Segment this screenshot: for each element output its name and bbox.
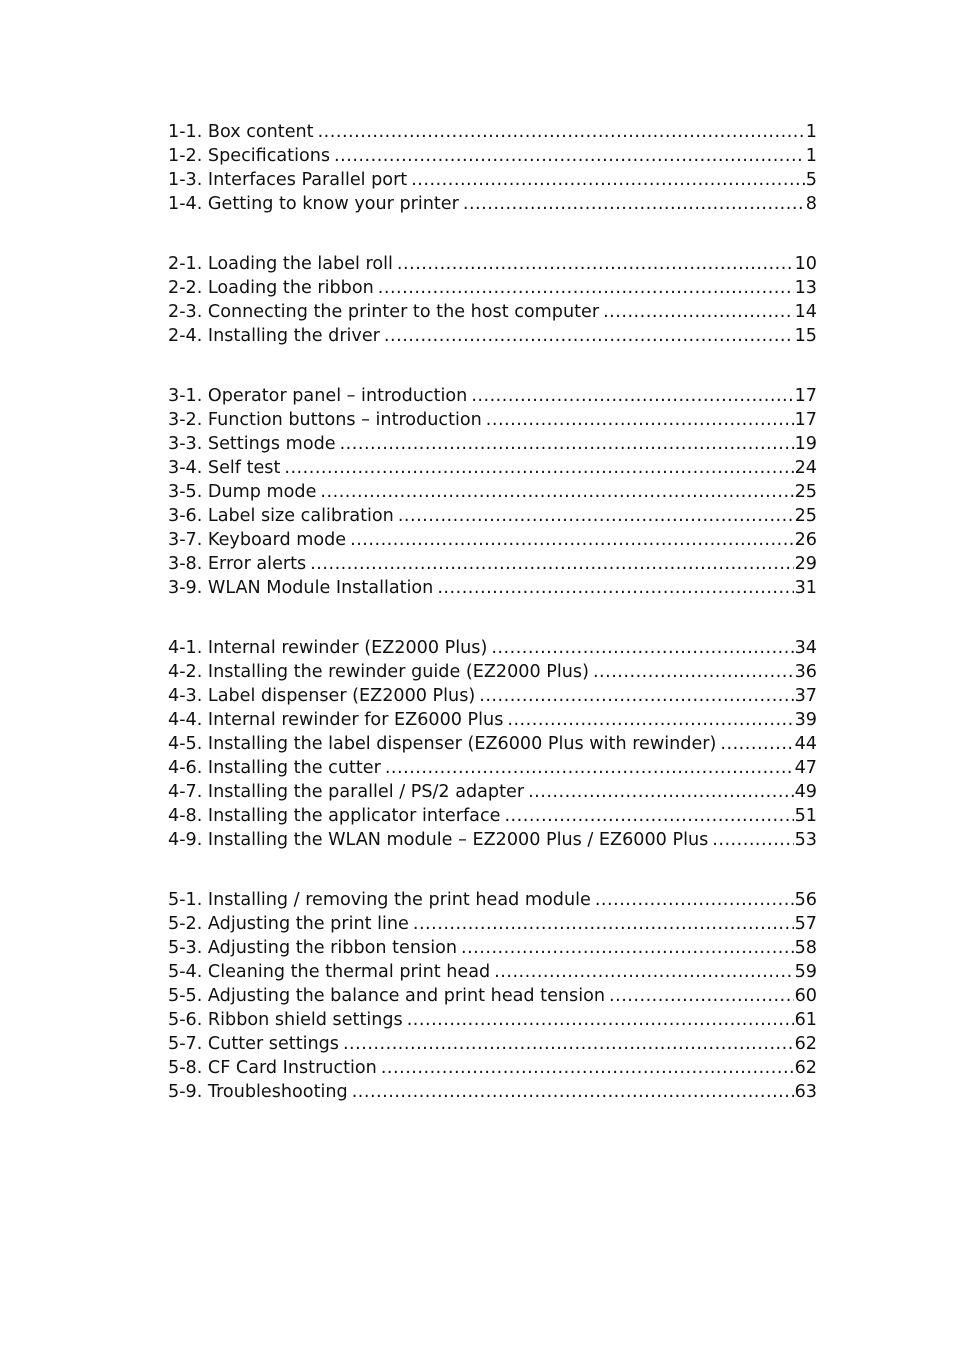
dot-leader: [491, 636, 793, 660]
toc-entry[interactable]: [168, 1032, 817, 1056]
entry-title: 4-6. Installing the cutter: [168, 758, 381, 778]
entry-title: 1-4. Getting to know your printer: [168, 194, 459, 214]
dot-leader: [486, 408, 794, 432]
entry-title: 2-4. Installing the driver: [168, 326, 380, 346]
entry-page-number: 19: [794, 434, 817, 454]
dot-leader: [350, 528, 793, 552]
toc-entry[interactable]: [168, 528, 817, 552]
entry-page-number: 34: [794, 638, 817, 658]
entry-page-number: 29: [794, 554, 817, 574]
entry-page-number: 62: [794, 1058, 817, 1078]
entry-title: 3-2. Function buttons – introduction: [168, 410, 482, 430]
entry-page-number: 10: [794, 254, 817, 274]
entry-title: 5-3. Adjusting the ribbon tension: [168, 938, 457, 958]
toc-entry[interactable]: [168, 276, 817, 300]
entry-page-number: 60: [794, 986, 817, 1006]
entry-title: 4-5. Installing the label dispenser (EZ6000 Plus with rewinder): [168, 734, 717, 754]
toc-entry[interactable]: [168, 804, 817, 828]
toc-entry[interactable]: [168, 300, 817, 324]
entry-title: 3-3. Settings mode: [168, 434, 336, 454]
entry-title: 5-7. Cutter settings: [168, 1034, 339, 1054]
toc-entry[interactable]: [168, 252, 817, 276]
toc-section-3: [168, 384, 817, 600]
entry-page-number: 1: [805, 146, 817, 166]
entry-page-number: 26: [794, 530, 817, 550]
entry-page-number: 5: [805, 170, 817, 190]
dot-leader: [609, 984, 794, 1008]
entry-title: 4-3. Label dispenser (EZ2000 Plus): [168, 686, 476, 706]
entry-title: 1-1. Box content: [168, 122, 314, 142]
dot-leader: [320, 480, 793, 504]
dot-leader: [437, 576, 793, 600]
entry-title: 4-8. Installing the applicator interface: [168, 806, 501, 826]
entry-title: 5-8. CF Card Instruction: [168, 1058, 377, 1078]
dot-leader: [720, 732, 793, 756]
toc-entry[interactable]: [168, 888, 817, 912]
dot-leader: [340, 432, 794, 456]
toc-entry[interactable]: [168, 384, 817, 408]
dot-leader: [407, 1008, 794, 1032]
entry-title: 4-2. Installing the rewinder guide (EZ2000 Plus): [168, 662, 589, 682]
toc-entry[interactable]: [168, 684, 817, 708]
toc-entry[interactable]: [168, 756, 817, 780]
toc-entry[interactable]: [168, 552, 817, 576]
dot-leader: [381, 1056, 794, 1080]
dot-leader: [284, 456, 793, 480]
entry-page-number: 47: [794, 758, 817, 778]
toc-entry[interactable]: [168, 936, 817, 960]
entry-page-number: 44: [794, 734, 817, 754]
entry-title: 5-2. Adjusting the print line: [168, 914, 409, 934]
toc-entry[interactable]: [168, 432, 817, 456]
toc-entry[interactable]: [168, 912, 817, 936]
dot-leader: [411, 168, 805, 192]
entry-page-number: 59: [794, 962, 817, 982]
entry-title: 3-6. Label size calibration: [168, 506, 394, 526]
entry-page-number: 24: [794, 458, 817, 478]
dot-leader: [595, 888, 794, 912]
entry-page-number: 1: [805, 122, 817, 142]
entry-page-number: 63: [794, 1082, 817, 1102]
entry-page-number: 57: [794, 914, 817, 934]
toc-entry[interactable]: [168, 456, 817, 480]
toc-entry[interactable]: [168, 408, 817, 432]
dot-leader: [384, 324, 794, 348]
toc-entry[interactable]: [168, 984, 817, 1008]
entry-title: 3-1. Operator panel – introduction: [168, 386, 468, 406]
toc-entry[interactable]: [168, 1056, 817, 1080]
entry-page-number: 39: [794, 710, 817, 730]
entry-page-number: 15: [794, 326, 817, 346]
dot-leader: [352, 1080, 794, 1104]
entry-title: 2-3. Connecting the printer to the host computer: [168, 302, 600, 322]
toc-entry[interactable]: [168, 960, 817, 984]
entry-title: 5-1. Installing / removing the print head module: [168, 890, 591, 910]
toc-entry[interactable]: [168, 732, 817, 756]
dot-leader: [463, 192, 805, 216]
entry-page-number: 8: [805, 194, 817, 214]
entry-page-number: 51: [794, 806, 817, 826]
toc-entry[interactable]: [168, 1080, 817, 1104]
entry-title: 2-1. Loading the label roll: [168, 254, 393, 274]
toc-section-2: [168, 252, 817, 348]
toc-section-1: [168, 120, 817, 216]
entry-title: 4-9. Installing the WLAN module – EZ2000 Plus / EZ6000 Plus: [168, 830, 709, 850]
dot-leader: [318, 120, 805, 144]
toc-section-4: [168, 636, 817, 852]
toc-entry[interactable]: [168, 576, 817, 600]
toc-entry[interactable]: [168, 120, 817, 144]
entry-title: 4-4. Internal rewinder for EZ6000 Plus: [168, 710, 504, 730]
entry-title: 2-2. Loading the ribbon: [168, 278, 374, 298]
toc-entry[interactable]: [168, 780, 817, 804]
toc-entry[interactable]: [168, 636, 817, 660]
dot-leader: [504, 804, 793, 828]
dot-leader: [528, 780, 794, 804]
dot-leader: [397, 252, 794, 276]
entry-page-number: 61: [794, 1010, 817, 1030]
entry-title: 3-5. Dump mode: [168, 482, 317, 502]
entry-page-number: 53: [794, 830, 817, 850]
toc-entry[interactable]: [168, 660, 817, 684]
entry-page-number: 36: [794, 662, 817, 682]
entry-page-number: 25: [794, 506, 817, 526]
entry-title: 5-4. Cleaning the thermal print head: [168, 962, 491, 982]
toc-entry[interactable]: [168, 504, 817, 528]
dot-leader: [593, 660, 794, 684]
dot-leader: [334, 144, 805, 168]
dot-leader: [479, 684, 793, 708]
dot-leader: [413, 912, 794, 936]
entry-title: 5-5. Adjusting the balance and print head tension: [168, 986, 606, 1006]
entry-page-number: 37: [794, 686, 817, 706]
toc-entry[interactable]: [168, 480, 817, 504]
dot-leader: [378, 276, 794, 300]
entry-page-number: 49: [794, 782, 817, 802]
dot-leader: [603, 300, 794, 324]
entry-title: 3-8. Error alerts: [168, 554, 307, 574]
entry-page-number: 13: [794, 278, 817, 298]
toc-entry[interactable]: [168, 168, 817, 192]
dot-leader: [343, 1032, 794, 1056]
table-of-contents: [168, 120, 817, 1104]
entry-title: 3-9. WLAN Module Installation: [168, 578, 434, 598]
toc-entry[interactable]: [168, 192, 817, 216]
dot-leader: [507, 708, 793, 732]
toc-entry[interactable]: [168, 708, 817, 732]
entry-title: 3-7. Keyboard mode: [168, 530, 347, 550]
dot-leader: [471, 384, 793, 408]
entry-title: 5-9. Troubleshooting: [168, 1082, 348, 1102]
toc-entry[interactable]: [168, 828, 817, 852]
toc-entry[interactable]: [168, 144, 817, 168]
entry-title: 1-2. Specifications: [168, 146, 331, 166]
entry-page-number: 14: [794, 302, 817, 322]
entry-page-number: 31: [794, 578, 817, 598]
toc-entry[interactable]: [168, 324, 817, 348]
toc-section-5: [168, 888, 817, 1104]
entry-title: 5-6. Ribbon shield settings: [168, 1010, 403, 1030]
dot-leader: [712, 828, 793, 852]
dot-leader: [310, 552, 793, 576]
entry-page-number: 56: [794, 890, 817, 910]
entry-title: 4-7. Installing the parallel / PS/2 adapter: [168, 782, 525, 802]
entry-page-number: 17: [794, 410, 817, 430]
entry-title: 3-4. Self test: [168, 458, 281, 478]
entry-page-number: 17: [794, 386, 817, 406]
entry-title: 1-3. Interfaces Parallel port: [168, 170, 408, 190]
dot-leader: [385, 756, 794, 780]
entry-page-number: 58: [794, 938, 817, 958]
entry-page-number: 62: [794, 1034, 817, 1054]
entry-page-number: 25: [794, 482, 817, 502]
dot-leader: [398, 504, 794, 528]
toc-entry[interactable]: [168, 1008, 817, 1032]
entry-title: 4-1. Internal rewinder (EZ2000 Plus): [168, 638, 488, 658]
dot-leader: [461, 936, 794, 960]
dot-leader: [494, 960, 793, 984]
